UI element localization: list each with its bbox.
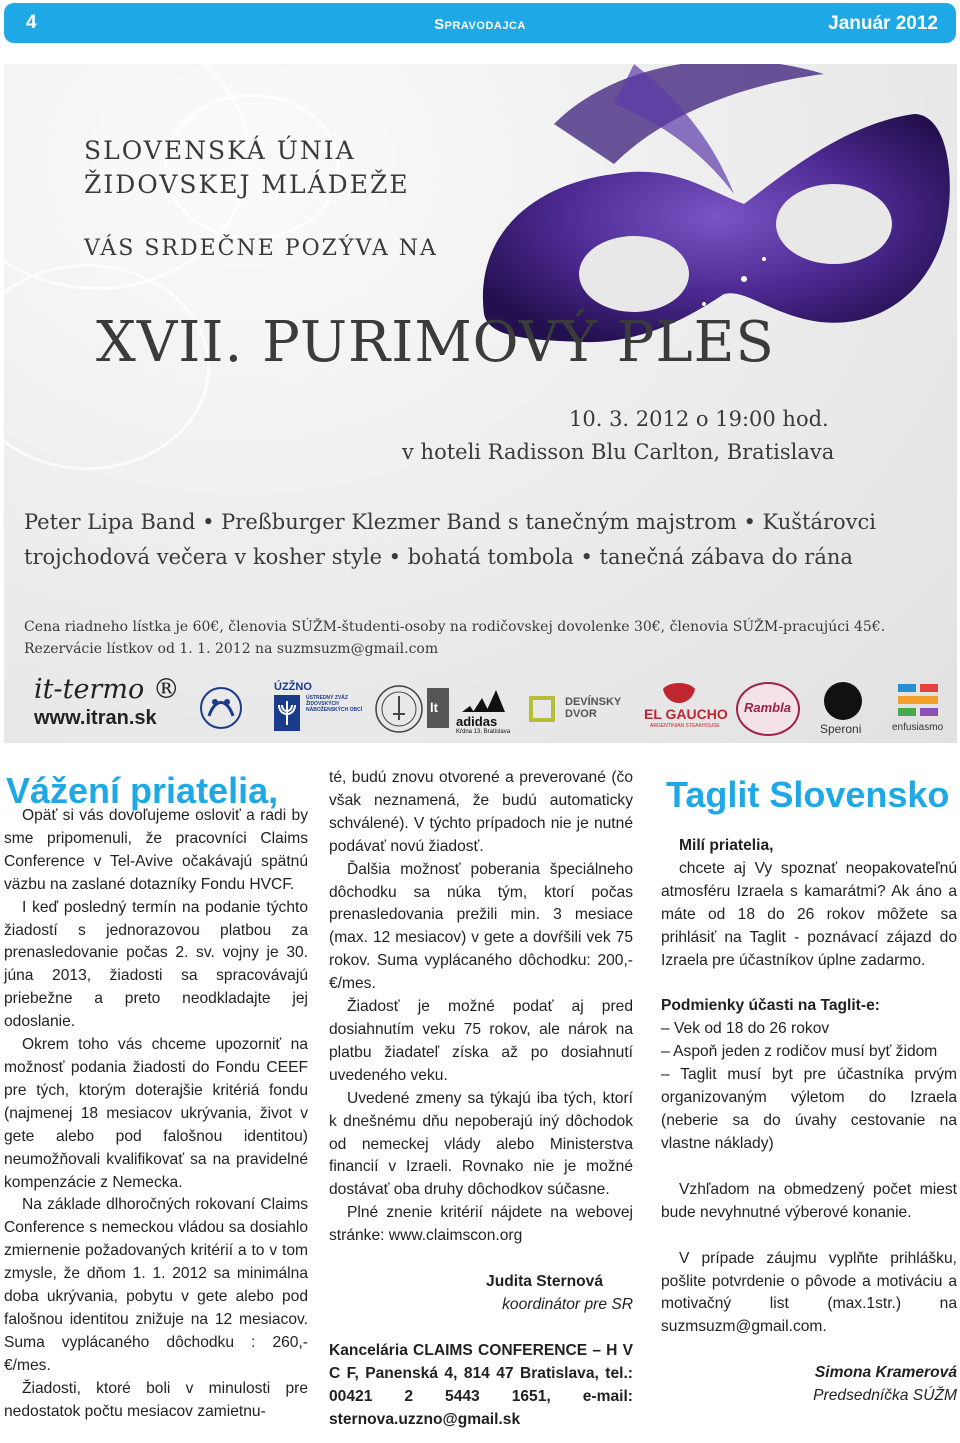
middle-paragraph: Uvedené zmeny sa týkajú iba tých, ktorí k dnešnému dňu nepoberajú iný dôchodok od nemeckej vlády alebo Ministerstva financií v Izraeli. Rovnako nie je možné dostávať oba druhy dôchodkov súčasne. [329,1089,633,1199]
rambla-text: Rambla [744,700,791,715]
purim-ball-poster [4,64,957,743]
left-column-heading: Vážení priatelia, [6,770,279,811]
rambla-logo [736,682,800,736]
lt-logo [427,688,449,728]
poster-program: trojchodová večera v kosher style • bohatá tombola • tanečná zábava do rána [24,545,853,569]
left-paragraph: Opäť si vás dovoľujeme osloviť a radi by sme pripomenuli, že pracovníci Claims Conference v Tel-Avive očakávajú spätnú väzbu na zaslané dotazníky Fondu HVCF. [4,807,308,893]
left-column [4,805,308,1423]
devinsky-text-line2: DVOR [565,708,597,720]
el-gaucho-text: EL GAUCHO [644,706,728,722]
right-column-heading: Taglit Slovensko [666,774,950,815]
middle-paragraph: Žiadosť je možné podať aj pred dosiahnutím veku 75 rokov, ale nárok na platbu žiadateľ získa až po dosiahnutí uvedeného veku. [329,998,633,1084]
middle-paragraph: té, budú znovu otvorené a preverované (čo však neznamená, že budú automaticky schválené). V týchto prípadoch nie je nutné podávať novú žiadosť. [329,769,633,855]
uzzno-logo [272,681,367,736]
issue-date: Január 2012 [828,13,938,34]
enfusiasmo-text: enfusiasmo [892,722,944,733]
poster-bands: Peter Lipa Band • Preßburger Klezmer Band s tanečným majstrom • Kuštárovci [24,510,877,534]
taglit-signature-name: Simona Kramerová [814,1364,957,1382]
speroni-text: Speroni [820,722,862,736]
sponsor-it-termo-logo: it-termo ® [34,674,180,705]
sponsor-itran-url: www.itran.sk [34,707,157,729]
publication-name: Spravodajca [434,16,526,33]
poster-title: XVII. PURIMOVÝ PLES [96,310,775,375]
middle-signature-role: koordinátor pre SR [502,1295,633,1313]
menorah-icon [272,695,302,731]
bull-icon [659,681,699,705]
poster-organization-line2: ŽIDOVSKEJ MLÁDEŽE [84,170,410,199]
page-header [4,3,956,43]
speroni-logo [814,682,874,737]
poster-organization-line1: SLOVENSKÁ ÚNIA [84,136,356,165]
devinsky-dvor-logo [529,692,629,732]
lt-logo-text: lt [430,700,438,715]
middle-signature-name: Judita Sternová [486,1273,603,1291]
el-gaucho-logo [644,681,728,736]
taglit-signature-role: Predsedníčka SÚŽM [813,1387,957,1405]
speroni-emblem-icon [824,682,862,720]
poster-reservation: Rezervácie lístkov od 1. 1. 2012 na suzmsuzm@gmail.com [24,641,439,657]
devinsky-dvor-square-icon [529,696,555,722]
right-column [661,835,957,1408]
taglit-condition: – Taglit musí byt pre účastníka prvým organizovaným výletom do Izraela (neberie sa do úvahy cestovanie na vlastne náklady) [661,1066,957,1152]
adidas-logo-text: adidas [456,714,498,729]
taglit-conditions-title: Podmienky účasti na Taglit-e: [661,997,880,1015]
left-paragraph: Na základe dlhoročných rokovaní Claims Conference s nemeckou vládou sa dosiahlo zmiernenie požadovaných kritérií a to v tom zmysle, že dňom 1. 1. 2012 sa minimálna doba ukrývania, pobytu v gete alebo pod falošnou identitou znižuje na 12 mesiacov. Suma vyplácaného dôchodku : 260,- €/mes. [4,1196,308,1374]
poster-date-time: 10. 3. 2012 o 19:00 hod. [569,407,829,431]
left-paragraph: I keď posledný termín na podanie týchto žiadostí s jednorazovou platbou za prenasledovanie počas 2. sv. vojny je 30. júna 2013, žiadosti sa spracovávajú priebežne a preto neodkladajte jej odoslanie. [4,898,308,1031]
uzzno-subtitle: ÚSTREDNÝ ZVÄZ ŽIDOVSKÝCH NÁBOŽENSKÝCH OBCÍ [306,695,363,713]
wine-society-logo [374,684,424,734]
adidas-address: Kŕdna 13, Bratislava [456,729,511,735]
taglit-intro: chcete aj Vy spoznať neopakovateľnú atmosféru Izraela s kamarátmi? Ak áno a máte od 18 do 26 rokov môžete sa prihlásiť na Taglit - poznávací zájazd do Izraela pre účastníkov úplne zadarmo. [661,859,957,969]
enfusiasmo-logo [892,684,952,736]
devinsky-text-line1: DEVÍNSKY [565,696,622,708]
page-number: 4 [26,12,37,33]
el-gaucho-subtitle: ARGENTINIAN STEAKHOUSE [650,723,720,729]
poster-venue: v hoteli Radisson Blu Carlton, Bratislava [402,440,835,464]
suzm-logo [199,686,244,731]
poster-ticket-price: Cena riadneho lístka je 60€, členovia SÚŽM-študenti-osoby na rodičovskej dovolenke 30€, členovia SÚŽM-pracujúci 45€. [24,619,886,635]
poster-swirl-decoration [164,94,340,240]
taglit-capacity-note: Vzhľadom na obmedzený počet miest bude nevyhnutné výberové konanie. [661,1180,957,1221]
left-paragraph: Okrem toho vás chceme upozorniť na možnosť podania žiadosti do Fondu CEEF pre tých, ktorým doterajšie kritériá fondu (najmenej 18 mesiacov ukrývania, život v gete alebo pod falošnou identitou) neumožňovali kvalifikovať sa na pravidelné kompenzácie z Nemecka. [4,1036,308,1191]
poster-invitation: VÁS SRDEČNE POZÝVA NA [84,236,438,261]
middle-column [329,767,633,1431]
taglit-application-info: V prípade záujmu vyplňte prihlášku, pošlite potvrdenie o pôvode a motiváciu a motivačný list (max.1str.) na suzmsuzm@gmail.com. [661,1249,957,1336]
middle-paragraph: Plné znenie kritérií nájdete na webovej stránke: www.claimscon.org [329,1204,633,1245]
uzzno-title: ÚZŽNO [274,681,312,693]
enfusiasmo-icon [898,684,938,718]
taglit-condition: – Aspoň jeden z rodičov musí byť židom [661,1043,938,1061]
taglit-condition: – Vek od 18 do 26 rokov [661,1020,830,1038]
middle-paragraph: Ďalšia možnosť poberania špeciálneho dôchodku sa núka tým, ktorí počas prenasledovania prežili min. 3 mesiace (max. 12 mesiacov) v gete a dovŕšili vek 75 rokov. Suma vyplácaného dôchodku: 200,- €/mes. [329,860,633,993]
left-paragraph: Žiadosti, ktoré boli v minulosti pre nedostatok počtu mesiacov zamietnu- [4,1379,308,1420]
adidas-stripes-icon [456,684,506,712]
taglit-greeting: Milí priatelia, [679,837,774,854]
claims-conference-contact: Kancelária CLAIMS CONFERENCE – H V C F, Panenská 4, 814 47 Bratislava, tel.: 00421 2 5443 1651, e-mail: sternova.uzzno@gmail.sk [329,1341,633,1428]
